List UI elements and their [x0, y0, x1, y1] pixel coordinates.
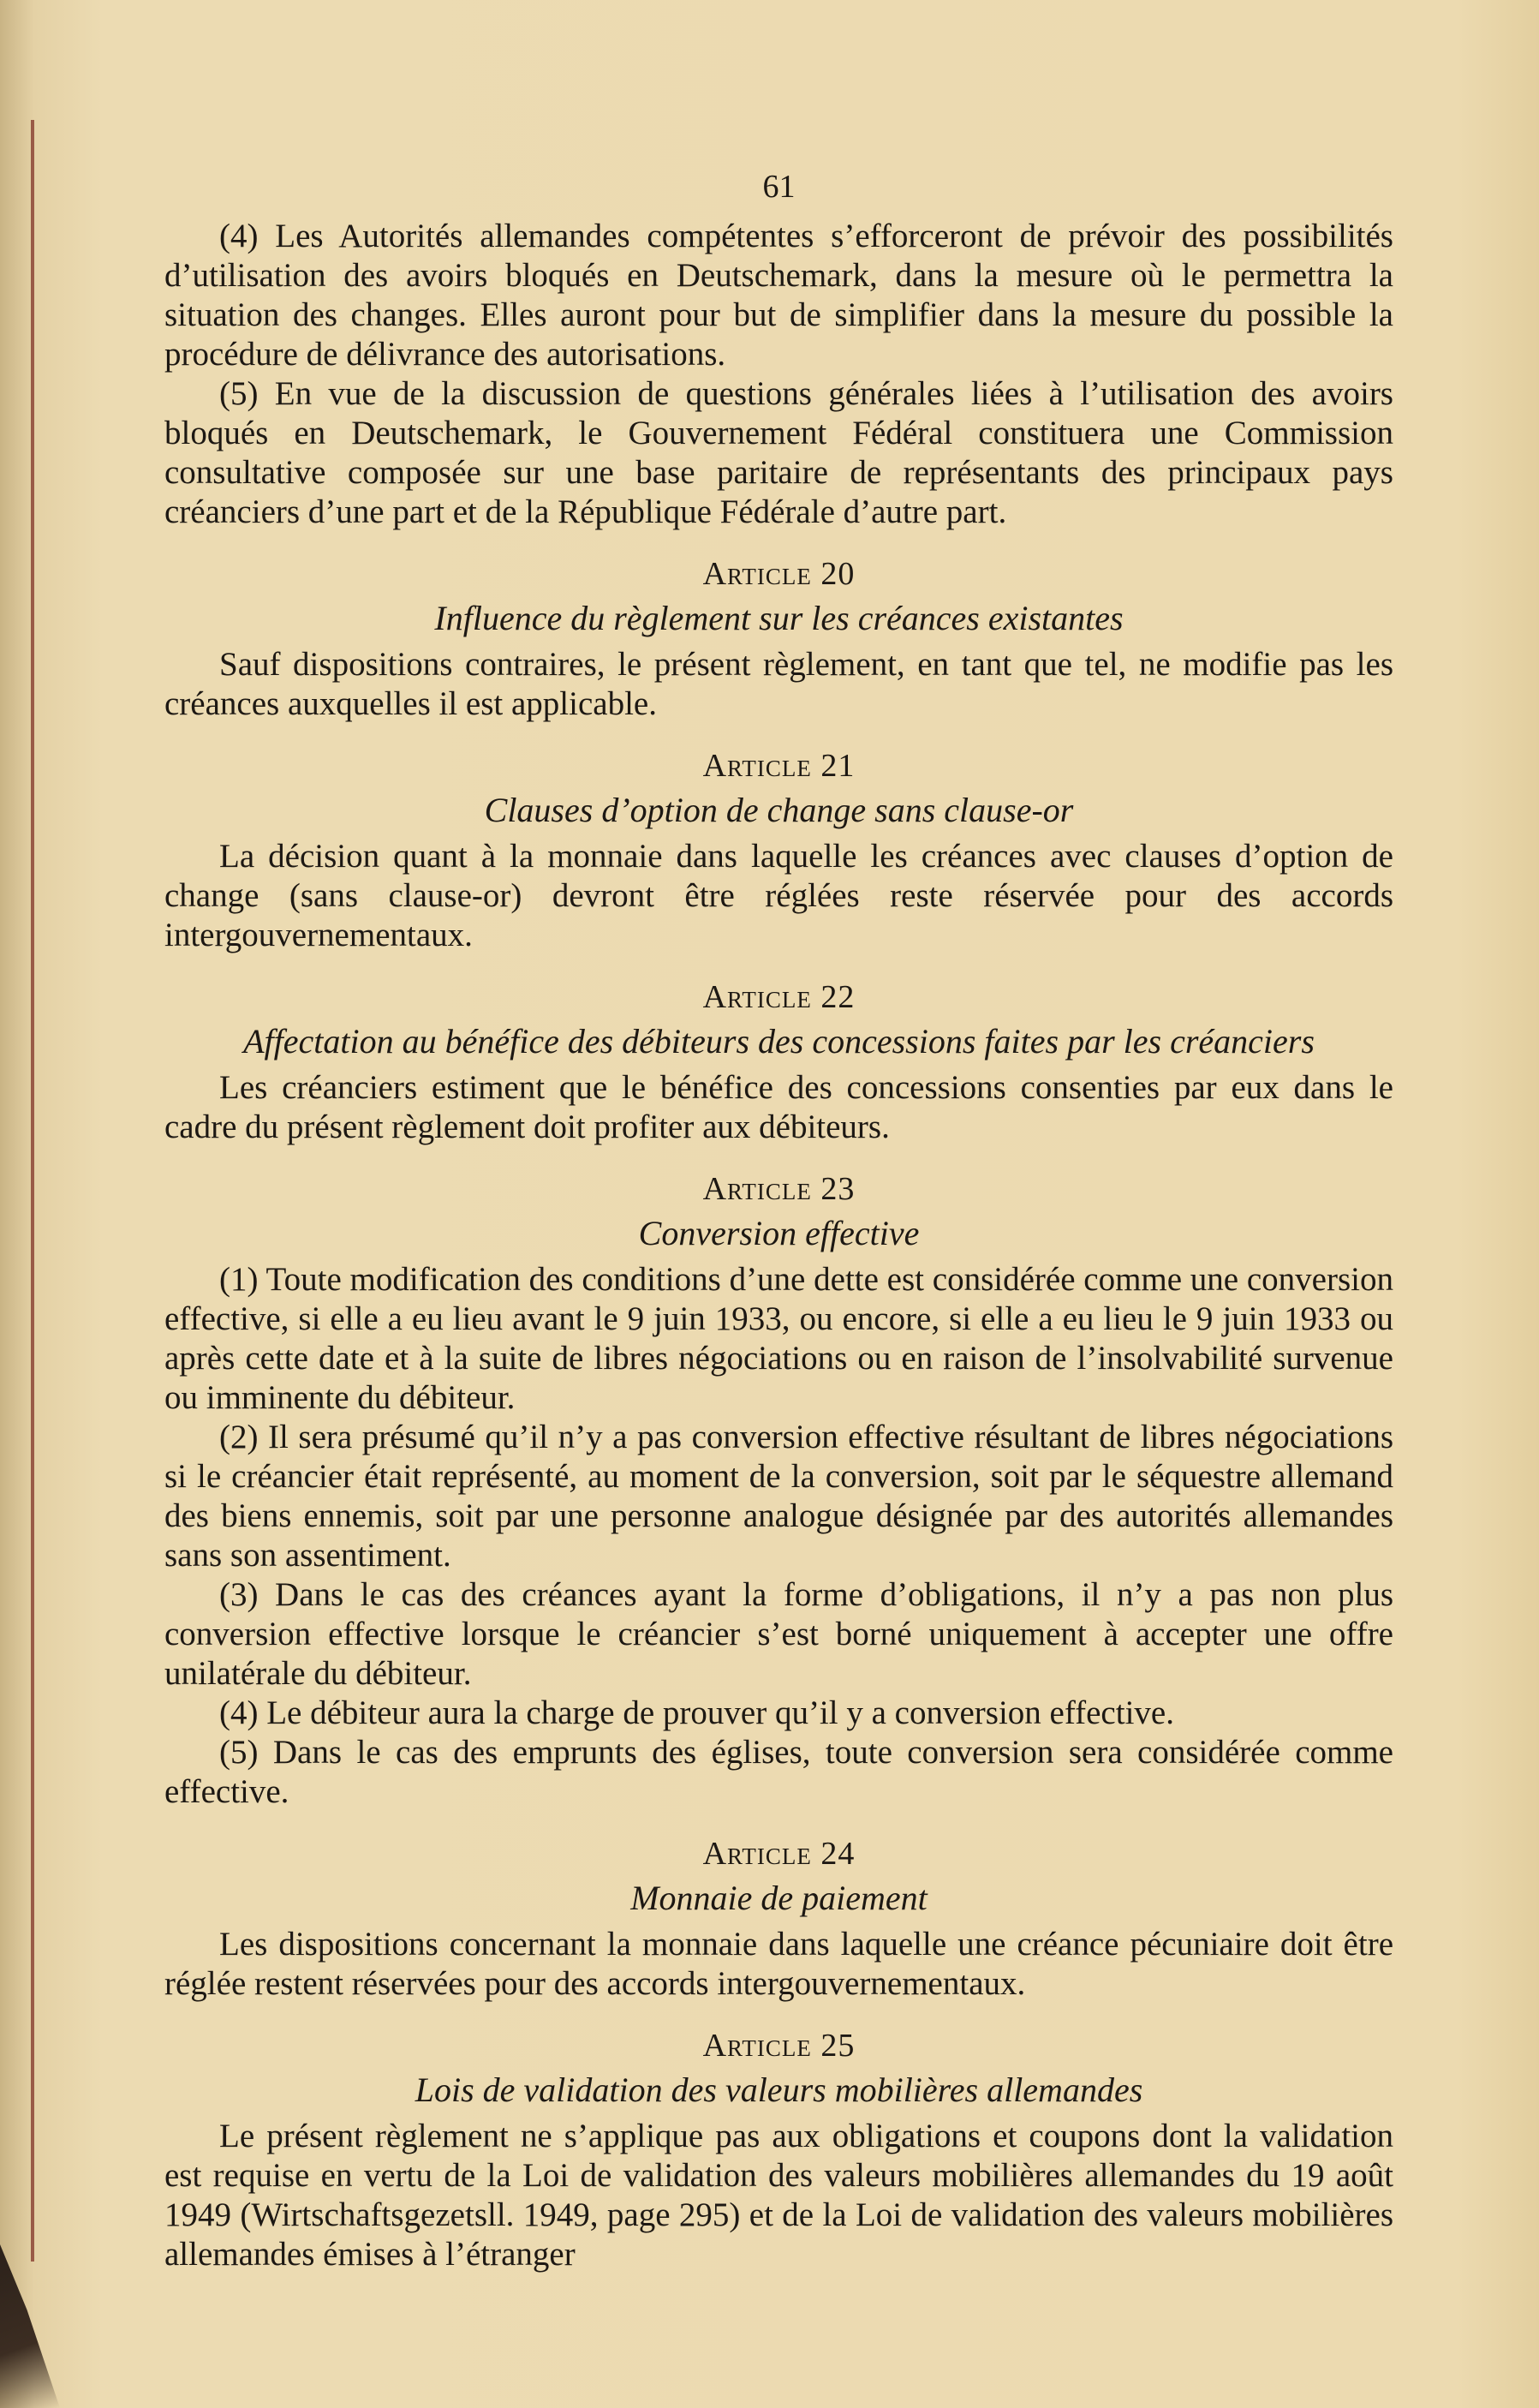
article-title: Monnaie de paiement — [630, 1879, 928, 1917]
paragraph: (1) Toute modification des conditions d’une dette est considérée comme une conversion effective, si elle a eu lieu avant le 9 juin 1933, ou encore, si elle a eu lieu le 9 juin 1933 ou après cette date et à la suite de libres négociations ou en raison de l’insolvabilité survenue ou imminente du débiteur. — [164, 1261, 1393, 1416]
article-title: Influence du règlement sur les créances existantes — [434, 599, 1124, 637]
article-heading: Article 21 — [702, 748, 856, 784]
text-blocks — [164, 217, 1393, 2274]
paragraph: Le présent règlement ne s’applique pas aux obligations et coupons dont la validation est requise en vertu de la Loi de validation des valeurs mobilières allemandes du 19 août 1949 (Wirtschaftsgezetsll. 1949, page 295) et de la Loi de validation des valeurs mobilières allemandes émises à l’étranger — [164, 2118, 1393, 2273]
paragraph: (4) Le débiteur aura la charge de prouver qu’il y a conversion effective. — [219, 1694, 1174, 1731]
article-heading: Article 23 — [702, 1171, 856, 1207]
paragraph: Les créanciers estiment que le bénéfice des concessions consenties par eux dans le cadre du présent règlement doit profiter aux débiteurs. — [164, 1069, 1393, 1145]
paragraph: (3) Dans le cas des créances ayant la forme d’obligations, il n’y a pas non plus conversion effective lorsque le créancier s’est borné uniquement à accepter une offre unilatérale du débiteur. — [164, 1576, 1393, 1692]
document-body — [164, 167, 1393, 2274]
paragraph: Les dispositions concernant la monnaie dans laquelle une créance pécuniaire doit être réglée restent réservées pour des accords intergouvernementaux. — [164, 1926, 1393, 2002]
article-heading: Article 24 — [702, 1836, 856, 1872]
paragraph: La décision quant à la monnaie dans laquelle les créances avec clauses d’option de change (sans clause-or) devront être réglées reste réservée pour des accords intergouvernementaux. — [164, 838, 1393, 953]
paragraph: (5) En vue de la discussion de questions générales liées à l’utilisation des avoirs bloqués en Deutschemark, le Gouvernement Fédéral constituera une Commission consultative composée sur une base paritaire de représentants des principaux pays créanciers d’une part et de la République Fédérale d’autre part. — [164, 375, 1393, 530]
binding-shadow — [0, 2244, 60, 2408]
page-number: 61 — [762, 169, 796, 205]
paragraph: (2) Il sera présumé qu’il n’y a pas conversion effective résultant de libres négociations si le créancier était représenté, au moment de la conversion, soit par le séquestre allemand des biens ennemis, soit par une personne analogue désignée par des autorités allemandes sans son assentiment. — [164, 1419, 1393, 1574]
article-heading: Article 22 — [702, 979, 856, 1015]
article-heading: Article 25 — [702, 2028, 856, 2064]
article-heading: Article 20 — [702, 556, 856, 592]
paragraph: (5) Dans le cas des emprunts des églises, toute conversion sera considérée comme effective. — [164, 1734, 1393, 1810]
article-title: Conversion effective — [638, 1214, 920, 1252]
binding-margin-line — [31, 120, 34, 2262]
article-title: Clauses d’option de change sans clause-or — [484, 791, 1074, 829]
paragraph: Sauf dispositions contraires, le présent règlement, en tant que tel, ne modifie pas les créances auxquelles il est applicable. — [164, 646, 1393, 722]
paragraph: (4) Les Autorités allemandes compétentes s’efforceront de prévoir des possibilités d’utilisation des avoirs bloqués en Deutschemark, dans la mesure où le permettra la situation des changes. Elles auront pour but de simplifier dans la mesure du possible la procédure de délivrance des autorisations. — [164, 218, 1393, 373]
article-title: Lois de validation des valeurs mobilières allemandes — [415, 2070, 1143, 2109]
article-title: Affectation au bénéfice des débiteurs des concessions faites par les créanciers — [243, 1022, 1315, 1061]
